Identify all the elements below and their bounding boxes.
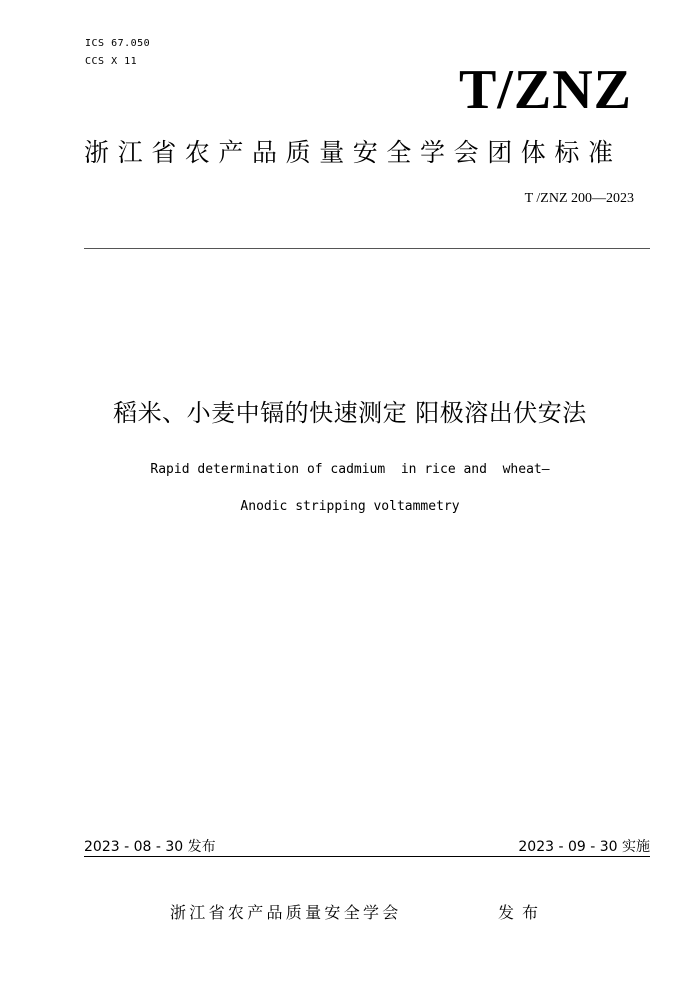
footer-divider — [84, 856, 650, 857]
english-title-line-1: Rapid determination of cadmium in rice and wheat— — [150, 462, 550, 477]
header-divider — [84, 248, 650, 249]
organization-standard-title: 浙江省农产品质量安全学会团体标准 — [84, 138, 622, 167]
ccs-code: CCS X 11 — [85, 56, 138, 67]
issue-date: 2023 - 08 - 30 发布 — [84, 839, 216, 855]
implementation-date: 2023 - 09 - 30 实施 — [518, 839, 650, 855]
chinese-title: 稻米、小麦中镉的快速测定 阳极溶出伏安法 — [113, 399, 587, 427]
standard-logo: T/ZNZ — [458, 59, 632, 121]
ics-code: ICS 67.050 — [85, 38, 151, 49]
publisher-name: 浙江省农产品质量安全学会 — [170, 903, 402, 922]
standard-number: T /ZNZ 200—2023 — [524, 191, 634, 206]
english-title-line-2: Anodic stripping voltammetry — [240, 499, 460, 514]
publish-label: 发布 — [498, 903, 547, 922]
